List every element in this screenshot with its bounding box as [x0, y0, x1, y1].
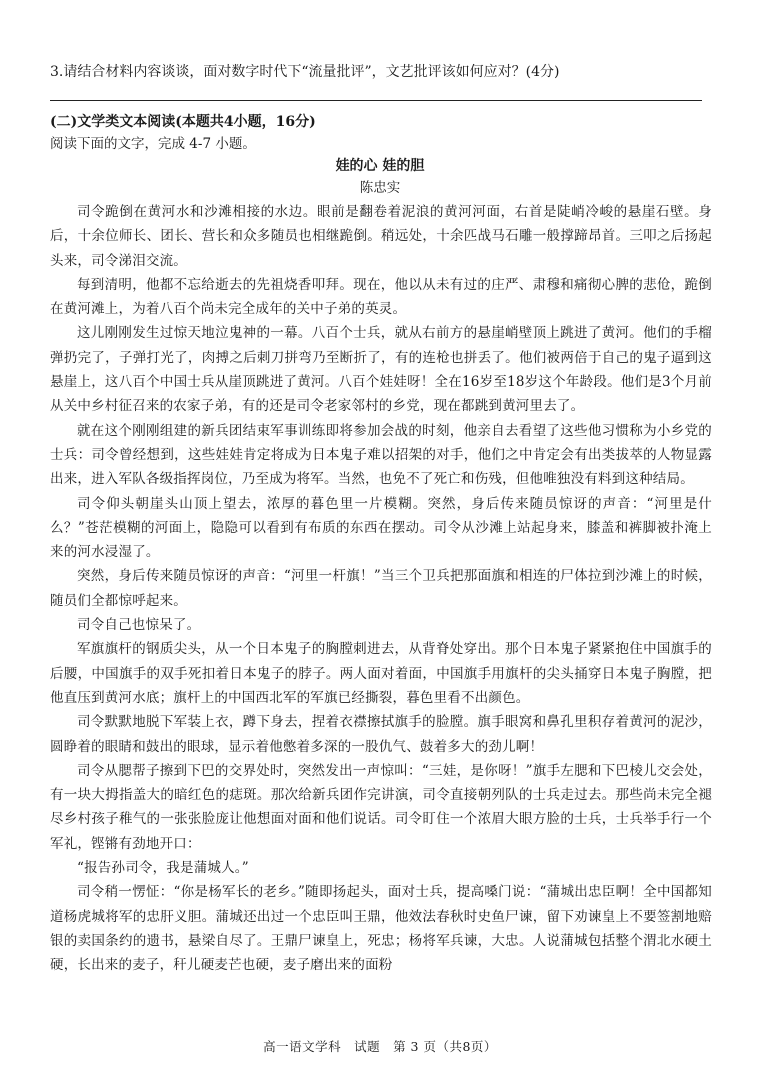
- paragraph: 这儿刚刚发生过惊天地泣鬼神的一幕。八百个士兵，就从右前方的悬崖峭壁顶上跳进了黄河。他们的手榴弹扔完了，子弹打光了，肉搏之后刺刀拼弯乃至断折了，有的连枪也拼丢了。他们被两倍于自己的鬼子逼到这悬崖上，这八百个中国士兵从崖顶跳进了黄河。八百个娃娃呀！全在16岁至18岁这个年龄段。他们是3个月前从关中乡村征召来的农家子弟，有的还是司令老家邻村的乡党，现在都跳到黄河里去了。: [50, 325, 712, 415]
- section-title: (二)文学类文本阅读(本题共4小题，16分): [50, 114, 316, 130]
- paragraph: “报告孙司令，我是蒲城人。”: [77, 860, 249, 877]
- paragraph: 司令从腮帮子擦到下巴的交界处时，突然发出一声惊叫：“三娃，是你呀！”旗手左腮和下巴棱儿交会处，有一块大拇指盖大的暗红色的痣斑。那次给新兵团作完讲演，司令直接朝列队的士兵走过去。那些尚未完全褪尽乡村孩子稚气的一张张脸庞让他想面对面和他们说话。司令盯住一个浓眉大眼方脸的士兵，士兵举手行一个军礼，铿锵有劲地开口：: [50, 762, 712, 852]
- section-instruction: 阅读下面的文字，完成 4-7 小题。: [50, 136, 256, 152]
- paragraph: 司令默默地脱下军装上衣，蹲下身去，捏着衣襟擦拭旗手的脸膛。旗手眼窝和鼻孔里积存着黄河的泥沙，圆睁着的眼睛和鼓出的眼球，显示着他憋着多深的一股仇气、鼓着多大的劲儿啊！: [50, 714, 712, 755]
- paragraph: 司令自己也惊呆了。: [77, 617, 201, 634]
- paragraph: 突然，身后传来随员惊讶的声音：“河里一杆旗！”当三个卫兵把那面旗和相连的尸体拉到沙滩上的时候，随员们全都惊呼起来。: [50, 568, 712, 609]
- paragraph: 每到清明，他都不忘给逝去的先祖烧香叩拜。现在，他以从未有过的庄严、肃穆和痛彻心脾的悲伧，跪倒在黄河滩上，为着八百个尚未完全成年的关中子弟的英灵。: [50, 276, 712, 318]
- answer-line: [50, 100, 702, 101]
- paragraph: 司令跪倒在黄河水和沙滩相接的水边。眼前是翻卷着泥浪的黄河河面，右首是陡峭冷峻的悬崖石壁。身后，十余位师长、团长、营长和众多随员也相继跪倒。稍远处，十余匹战马石雕一般撑蹄昂首。三叩之后扬起头来，司令涕泪交流。: [50, 204, 712, 269]
- page-footer: 高一语文学科 试题 第 3 页（共8页）: [263, 1039, 497, 1054]
- story-author: 陈忠实: [359, 180, 401, 196]
- paragraph: 就在这个刚刚组建的新兵团结束军事训练即将参加会战的时刻，他亲自去看望了这些他习惯称为小乡党的士兵：司令曾经想到，这些娃娃肯定将成为日本鬼子难以招架的对手，他们之中肯定会有出类拔萃的人物显露出来，进入军队各级指挥岗位，乃至成为将军。当然，也免不了死亡和伤残，但他唯独没有料到这种结局。: [50, 422, 712, 488]
- story-title: 娃的心 娃的胆: [335, 158, 425, 174]
- question-3: 3.请结合材料内容谈谈，面对数字时代下“流量批评”，文艺批评该如何应对？(4分): [50, 64, 560, 80]
- story-body: [50, 200, 712, 978]
- paragraph: 司令稍一愣怔：“你是杨军长的老乡。”随即扬起头，面对士兵，提高嗓门说：“蒲城出忠臣啊！全中国都知道杨虎城将军的忠肝义胆。蒲城还出过一个忠臣叫王鼎，他效法春秋时史鱼尸谏，留下劝谏皇上不要签割地赔银的卖国条约的遗书，悬梁自尽了。王鼎尸谏皇上，死忠；杨将军兵谏，大忠。人说蒲城包括整个渭北水硬土硬，长出来的麦子，秆儿硬麦芒也硬，麦子磨出来的面粉: [50, 884, 712, 974]
- paragraph: 军旗旗杆的钢质尖头，从一个日本鬼子的胸膛刺进去，从背脊处穿出。那个日本鬼子紧紧抱住中国旗手的后腰，中国旗手的双手死扣着日本鬼子的脖子。两人面对着面，中国旗手用旗杆的尖头捅穿日本鬼子胸膛，把他直压到黄河水底；旗杆上的中国西北军的军旗已经撕裂，暮色里看不出颜色。: [50, 641, 712, 706]
- paragraph: 司令仰头朝崖头山顶上望去，浓厚的暮色里一片模糊。突然，身后传来随员惊讶的声音：“河里是什么？”苍茫模糊的河面上，隐隐可以看到有布质的东西在摆动。司令从沙滩上站起身来，膝盖和裤脚被扑淹上来的河水浸湿了。: [50, 495, 712, 561]
